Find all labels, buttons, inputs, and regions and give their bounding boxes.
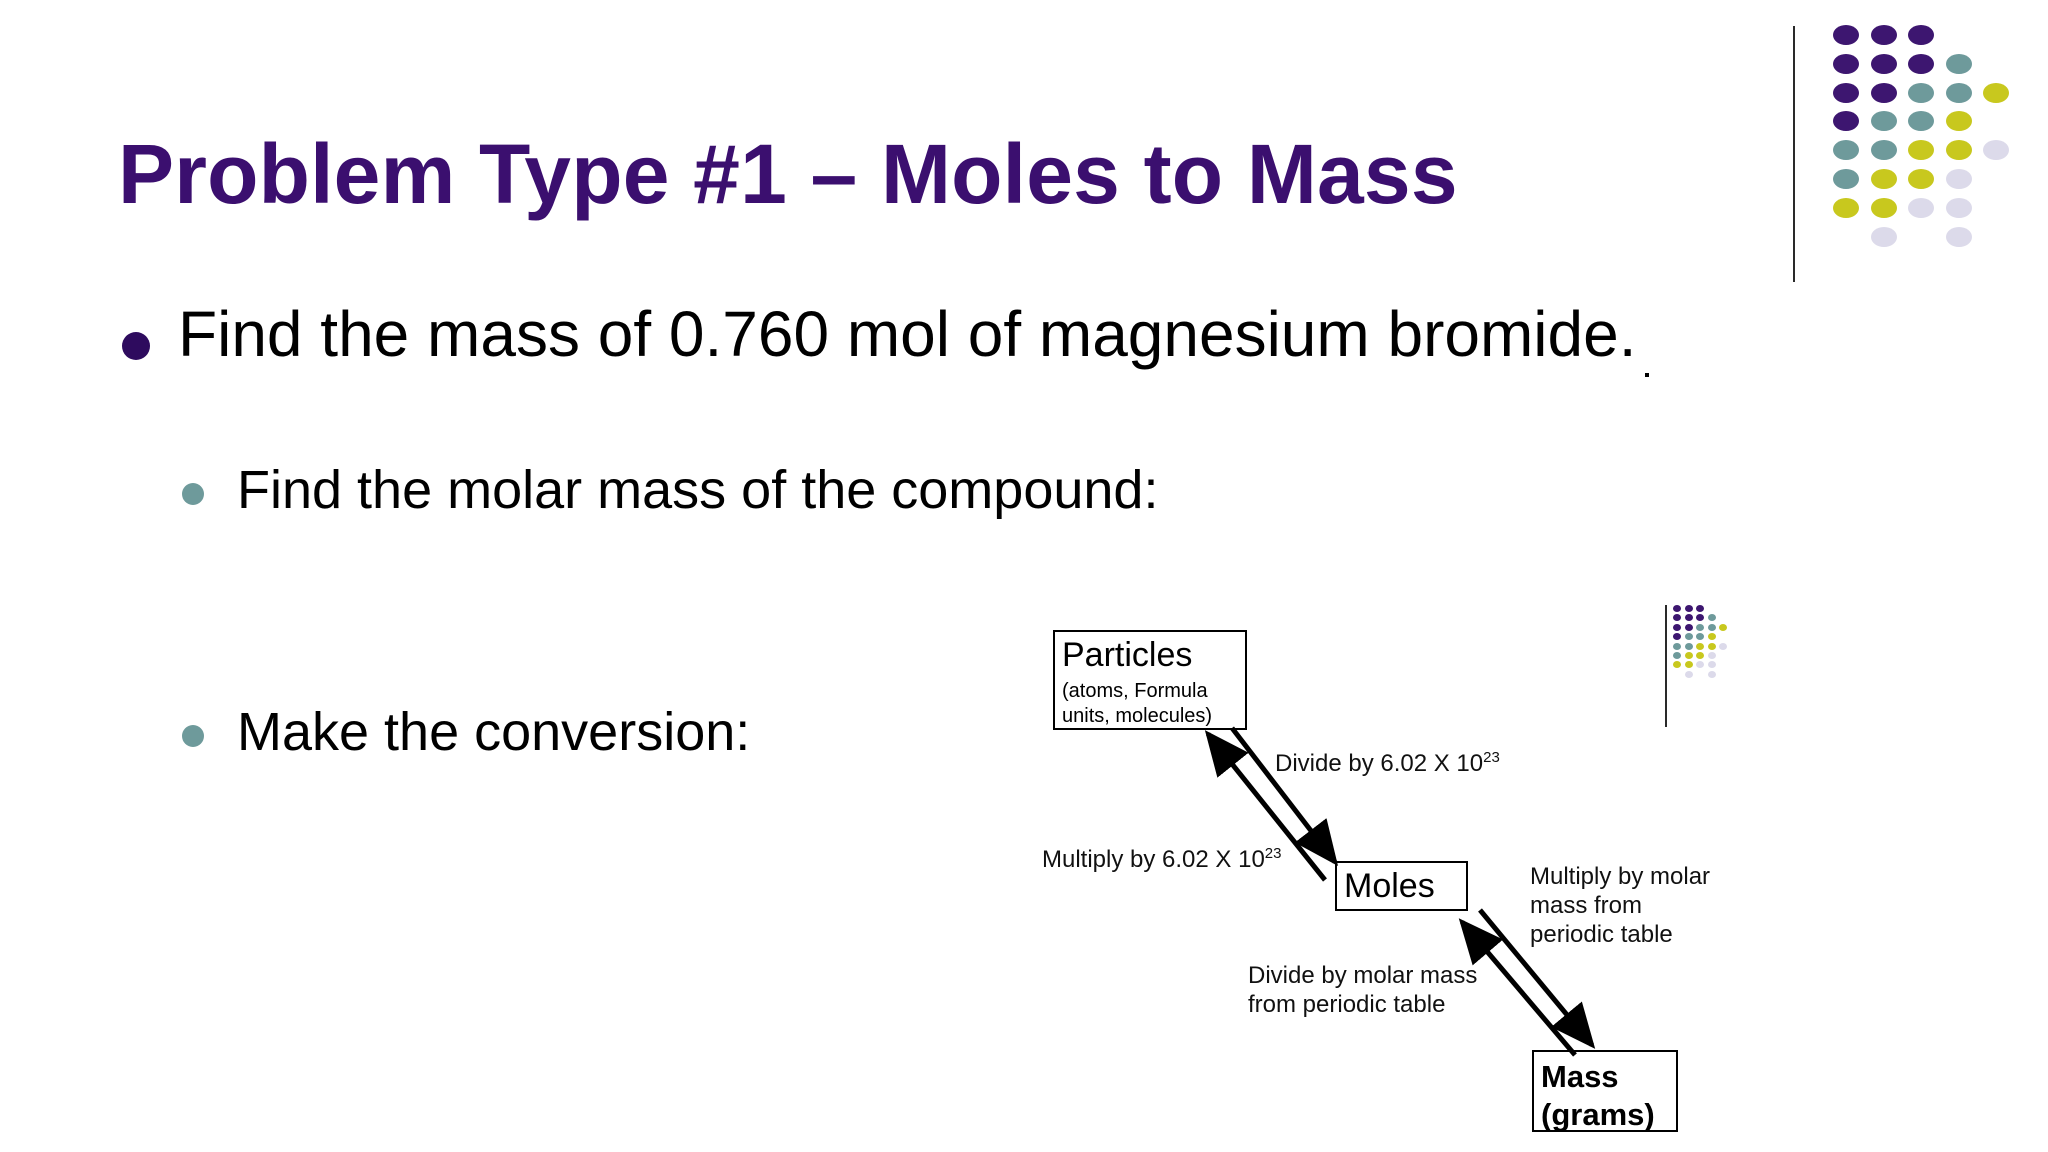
- arrow-moles-to-particles: [1208, 734, 1325, 880]
- arrow-particles-to-moles: [1232, 728, 1335, 862]
- mass-label-line1: Mass: [1541, 1059, 1619, 1094]
- moles-label: Moles: [1344, 867, 1435, 905]
- label-divide-avogadro-exponent: 23: [1483, 749, 1500, 766]
- arrow-mass-to-moles: [1462, 922, 1575, 1055]
- arrow-moles-to-mass: [1480, 910, 1592, 1045]
- particles-label: Particles: [1062, 636, 1193, 674]
- label-divide-molar-line1: Divide by molar mass: [1248, 962, 1478, 989]
- mass-label-line2: (grams): [1541, 1096, 1655, 1132]
- particles-detail-line2: units, molecules): [1062, 705, 1213, 727]
- label-divide-avogadro-text: Divide by 6.02 X 10: [1275, 750, 1484, 777]
- label-multiply-molar-line2: mass from: [1530, 891, 1643, 919]
- sub-bullet-molar-mass: Find the molar mass of the compound:: [237, 460, 1159, 520]
- label-multiply-avogadro-exponent: 23: [1264, 845, 1282, 862]
- label-multiply-molar-line3: periodic table: [1530, 920, 1673, 948]
- label-multiply-avogadro-text: Multiply by 6.02 X 10: [1042, 846, 1265, 873]
- label-divide-molar-line2: from periodic table: [1248, 990, 1446, 1018]
- main-bullet-text: Find the mass of 0.760 mol of magnesium bromide.: [178, 298, 1637, 370]
- sub-bullet-conversion: Make the conversion:: [237, 702, 751, 762]
- slide-title: Problem Type #1 – Moles to Mass: [118, 127, 1458, 221]
- particles-detail-line1: (atoms, Formula: [1062, 680, 1208, 702]
- label-multiply-molar-line1: Multiply by molar: [1530, 863, 1711, 890]
